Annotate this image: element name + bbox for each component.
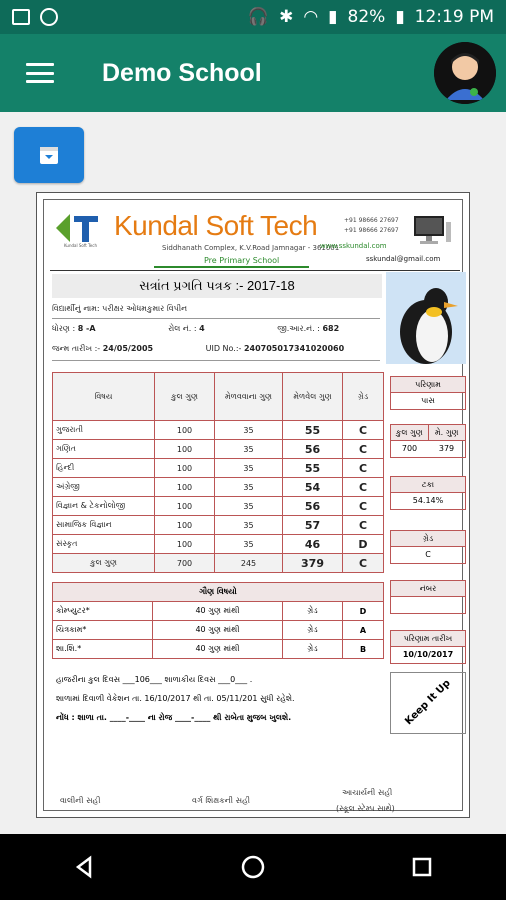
header-subject: વિષય	[53, 373, 155, 421]
subject-obtained: 54	[283, 478, 343, 497]
total-label: કુલ ગુણ	[53, 554, 155, 573]
result-value: પાસ	[421, 396, 435, 405]
report-heading: સત્રાંત પ્રગતિ પત્રક :- 2017-18	[52, 274, 382, 298]
header-grade: ગ્રેડ	[343, 373, 384, 421]
note-line: નોંધ : શાળા તા. ____-____ ના રોજ ____-____ થી રાબેતા મુજબ ખુલશે.	[56, 713, 292, 722]
subject-grade: C	[343, 497, 384, 516]
subject-name: વિજ્ઞાન & ટેકનોલોજી	[53, 497, 155, 516]
grade-label: ગ્રેડ	[391, 531, 465, 547]
contact-phones	[344, 216, 399, 236]
table-row	[53, 459, 384, 478]
subject-name: અંગ્રેજી	[53, 478, 155, 497]
subject-total: 100	[155, 478, 215, 497]
attendance-line: હાજરીના કુલ દિવસ ___106___ શાળાકીય દિવસ ___0___ .	[56, 675, 253, 684]
optional-subjects-table	[52, 582, 384, 659]
optional-marks: 40 ગુણ માંથી	[153, 621, 283, 640]
rank-label: નંબર	[391, 581, 465, 597]
result-label: પરિણામ	[391, 377, 465, 393]
table-row	[53, 602, 384, 621]
svg-text:Kundal Soft Tech: Kundal Soft Tech	[64, 243, 97, 248]
grade-value: C	[425, 550, 431, 559]
rank-value	[391, 597, 465, 613]
percent-box	[390, 476, 466, 510]
subject-grade: D	[343, 535, 384, 554]
table-row	[53, 421, 384, 440]
divider	[154, 266, 309, 268]
optional-grade: B	[343, 640, 384, 659]
table-row	[53, 621, 384, 640]
class-row	[52, 324, 380, 334]
table-header-row	[53, 373, 384, 421]
gr-label: જી.આર.નં. :	[277, 324, 320, 333]
system-nav-bar	[0, 834, 506, 900]
subject-pass: 35	[215, 440, 283, 459]
marks-table	[52, 372, 384, 573]
result-date-box	[390, 630, 466, 664]
home-icon	[240, 854, 266, 880]
divider	[52, 360, 380, 361]
subject-pass: 35	[215, 516, 283, 535]
subject-grade: C	[343, 459, 384, 478]
uid-value: 240705017341020060	[243, 344, 345, 353]
subject-name: ગુજરાતી	[53, 421, 155, 440]
total-row	[53, 554, 384, 573]
marks-box	[390, 424, 466, 458]
subject-pass: 35	[215, 535, 283, 554]
optional-name: ચિત્રકામ*	[53, 621, 153, 640]
content-area	[0, 112, 506, 834]
optional-header: ગૌણ વિષયો	[53, 583, 384, 602]
subject-total: 100	[155, 535, 215, 554]
vacation-line: શાળામાં દિવાળી વેકેશન તા. 16/10/2017 થી તા. 05/11/201 સુધી રહેશે.	[56, 694, 295, 703]
recents-button[interactable]	[402, 847, 442, 887]
website-link: www.sskundal.com	[320, 242, 387, 250]
subject-total: 100	[155, 497, 215, 516]
student-name-label: વિદ્યાર્થીનું નામ:	[52, 304, 100, 313]
result-date-value: 10/10/2017	[402, 650, 454, 659]
subject-obtained: 56	[283, 440, 343, 459]
archive-icon	[37, 143, 61, 167]
optional-marks: 40 ગુણ માંથી	[153, 602, 283, 621]
battery-percent: 82%	[347, 7, 386, 27]
std-value: 8 -A	[77, 324, 96, 333]
company-address: Siddhanath Complex, K.V.Road Jamnagar - 361001	[162, 244, 340, 252]
subject-pass: 35	[215, 421, 283, 440]
subject-name: ગણિત	[53, 440, 155, 459]
optional-grade-label: ગ્રેડ	[283, 621, 343, 640]
subject-grade: C	[343, 421, 384, 440]
percent-label: ટકા	[391, 477, 465, 493]
recents-icon	[411, 856, 433, 878]
subject-name: સંસ્કૃત	[53, 535, 155, 554]
optional-name: શા.શિ.*	[53, 640, 153, 659]
attendance-section	[52, 670, 384, 732]
header-total: કુલ ગુણ	[155, 373, 215, 421]
email-text: sskundal@gmail.com	[366, 255, 441, 263]
notification-icon	[40, 8, 58, 26]
signal-icon: ▮	[328, 7, 338, 27]
back-button[interactable]	[64, 847, 104, 887]
menu-button[interactable]	[26, 63, 54, 83]
subject-grade: C	[343, 516, 384, 535]
result-date-label: પરિણામ તારીખ	[391, 631, 465, 647]
wifi-icon: ◠	[303, 7, 319, 27]
student-name: પરીક્ષર ઓધમકુમાર વિપીન	[102, 304, 188, 313]
divider	[50, 270, 460, 271]
total-marks: 700	[155, 554, 215, 573]
table-row	[53, 535, 384, 554]
phone-1: +91 98666 27697	[344, 217, 399, 224]
table-row	[53, 516, 384, 535]
app-title: Demo School	[102, 58, 262, 87]
table-row	[53, 640, 384, 659]
total-marks-label: કુલ ગુણ	[391, 425, 429, 440]
subject-total: 100	[155, 459, 215, 478]
header-obtained: મેળવેલ ગુણ	[283, 373, 343, 421]
total-marks-value: 700	[401, 444, 418, 453]
optional-grade-label: ગ્રેડ	[283, 640, 343, 659]
optional-grade-label: ગ્રેડ	[283, 602, 343, 621]
dob-label: જન્મ તારીખ :-	[52, 344, 101, 353]
optional-grade: D	[343, 602, 384, 621]
percent-value: 54.14%	[412, 496, 444, 505]
subject-obtained: 46	[283, 535, 343, 554]
phone-2: +91 98666 27697	[344, 227, 399, 234]
table-row	[53, 478, 384, 497]
subject-total: 100	[155, 516, 215, 535]
computer-icon	[412, 214, 452, 246]
battery-icon: ▮	[395, 7, 405, 27]
penguin-photo	[386, 272, 466, 364]
grade-box	[390, 530, 466, 564]
subject-obtained: 57	[283, 516, 343, 535]
parent-signature: વાલીની સહી	[60, 796, 101, 805]
roll-value: 4	[199, 324, 205, 333]
table-row	[53, 497, 384, 516]
subject-obtained: 55	[283, 421, 343, 440]
rank-box	[390, 580, 466, 614]
divider	[52, 318, 380, 319]
std-label: ધોરણ :	[52, 324, 76, 333]
keep-it-up-stamp	[390, 672, 466, 734]
total-obtained: 379	[283, 554, 343, 573]
subject-name: હિન્દી	[53, 459, 155, 478]
stamp-note: (સ્કૂલ સ્ટેમ્પ સાથે)	[336, 804, 395, 813]
subject-obtained: 56	[283, 497, 343, 516]
back-icon	[72, 855, 96, 879]
report-card	[36, 192, 470, 818]
download-button[interactable]	[14, 127, 84, 183]
header-pass: મેળવવાના ગુણ	[215, 373, 283, 421]
dob-row	[52, 344, 344, 354]
image-icon	[12, 9, 30, 25]
company-logo	[54, 208, 110, 248]
optional-marks: 40 ગુણ માંથી	[153, 640, 283, 659]
subject-grade: C	[343, 440, 384, 459]
status-bar	[0, 0, 506, 34]
home-button[interactable]	[233, 847, 273, 887]
subject-name: સામાજિક વિજ્ઞાન	[53, 516, 155, 535]
avatar[interactable]	[434, 42, 496, 104]
subject-total: 100	[155, 440, 215, 459]
subject-pass: 35	[215, 459, 283, 478]
pre-primary-label: Pre Primary School	[204, 256, 280, 265]
bluetooth-icon: ✱	[279, 7, 294, 27]
subject-total: 100	[155, 421, 215, 440]
headphones-icon: 🎧	[247, 7, 270, 27]
total-pass: 245	[215, 554, 283, 573]
subject-grade: C	[343, 478, 384, 497]
clock: 12:19 PM	[414, 7, 494, 27]
subject-pass: 35	[215, 497, 283, 516]
student-name-row	[52, 304, 187, 314]
result-box	[390, 376, 466, 410]
total-grade: C	[343, 554, 384, 573]
dob-value: 24/05/2005	[102, 344, 154, 353]
principal-signature: આચાર્યની સહી	[342, 788, 393, 797]
roll-label: રોલ નં. :	[168, 324, 197, 333]
uid-label: UID No.:-	[205, 344, 242, 353]
optional-name: કોમ્પ્યુટર*	[53, 602, 153, 621]
subject-pass: 35	[215, 478, 283, 497]
obtained-label: મે. ગુણ	[434, 428, 459, 437]
company-name: Kundal Soft Tech	[114, 210, 318, 241]
gr-value: 682	[322, 324, 340, 333]
subject-obtained: 55	[283, 459, 343, 478]
app-bar	[0, 34, 506, 112]
keep-it-up-text: Keep It Up	[403, 677, 453, 728]
teacher-signature: વર્ગ શિક્ષકની સહી	[192, 796, 251, 805]
obtained-value: 379	[438, 444, 455, 453]
table-row	[53, 440, 384, 459]
optional-grade: A	[343, 621, 384, 640]
